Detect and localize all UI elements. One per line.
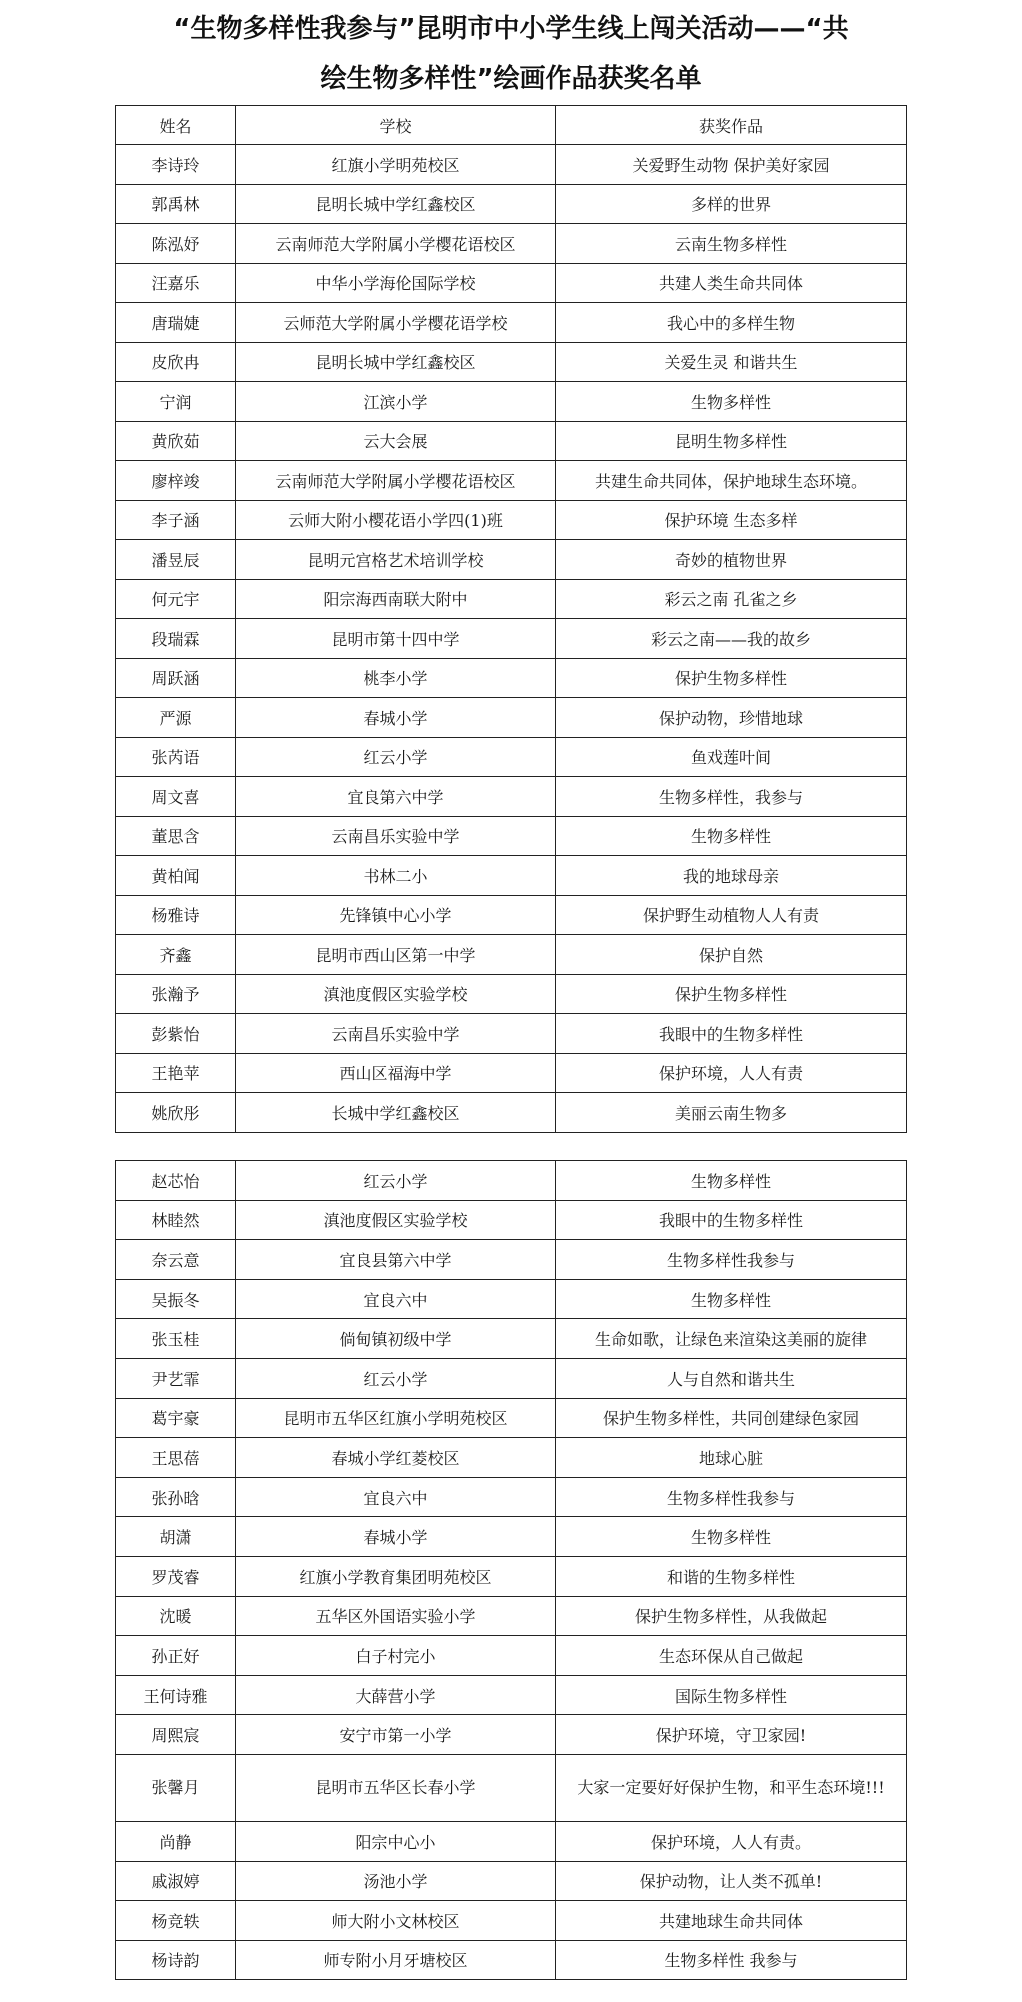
table-row (116, 1754, 907, 1821)
header-name: 姓名 (116, 106, 236, 145)
cell-school: 宜良六中 (236, 1477, 556, 1517)
table-row (116, 1940, 907, 1980)
cell-school: 昆明市第十四中学 (236, 619, 556, 659)
cell-school: 昆明市五华区长春小学 (236, 1754, 556, 1821)
cell-name: 杨诗韵 (116, 1940, 236, 1980)
cell-work: 生物多样性 (556, 382, 907, 422)
cell-work: 我的地球母亲 (556, 856, 907, 896)
cell-work: 生物多样性我参与 (556, 1477, 907, 1517)
table-row (116, 1240, 907, 1280)
table-row (116, 1861, 907, 1901)
table-row (116, 1093, 907, 1133)
cell-school: 昆明长城中学红鑫校区 (236, 342, 556, 382)
cell-school: 白子村完小 (236, 1636, 556, 1676)
cell-school: 云南昌乐实验中学 (236, 816, 556, 856)
cell-name: 林睦然 (116, 1200, 236, 1240)
cell-name: 汪嘉乐 (116, 263, 236, 303)
cell-name: 沈暖 (116, 1596, 236, 1636)
cell-name: 戚淑婷 (116, 1861, 236, 1901)
cell-name: 张玉桂 (116, 1319, 236, 1359)
table-row (116, 777, 907, 817)
cell-work: 我眼中的生物多样性 (556, 1200, 907, 1240)
cell-work: 地球心脏 (556, 1438, 907, 1478)
cell-school: 红旗小学明苑校区 (236, 145, 556, 185)
cell-work: 生物多样性，我参与 (556, 777, 907, 817)
cell-school: 红云小学 (236, 737, 556, 777)
cell-school: 师专附小月牙塘校区 (236, 1940, 556, 1980)
cell-name: 李子涵 (116, 500, 236, 540)
cell-name: 孙正好 (116, 1636, 236, 1676)
cell-school: 大薛营小学 (236, 1675, 556, 1715)
cell-school: 宜良六中 (236, 1279, 556, 1319)
cell-work: 彩云之南——我的故乡 (556, 619, 907, 659)
cell-work: 生物多样性 (556, 1517, 907, 1557)
table-row (116, 816, 907, 856)
cell-work: 保护生物多样性 (556, 974, 907, 1014)
cell-work: 国际生物多样性 (556, 1675, 907, 1715)
cell-work: 共建人类生命共同体 (556, 263, 907, 303)
table-row (116, 145, 907, 185)
cell-work: 昆明生物多样性 (556, 421, 907, 461)
cell-name: 葛宇豪 (116, 1398, 236, 1438)
cell-name: 陈泓妤 (116, 224, 236, 264)
header-work: 获奖作品 (556, 106, 907, 145)
table-row (116, 1319, 907, 1359)
cell-school: 安宁市第一小学 (236, 1715, 556, 1755)
cell-work: 保护环境，人人有责。 (556, 1821, 907, 1861)
cell-school: 书林二小 (236, 856, 556, 896)
cell-name: 黄欣茹 (116, 421, 236, 461)
table-row (116, 1279, 907, 1319)
table-row (116, 263, 907, 303)
cell-work: 保护环境 生态多样 (556, 500, 907, 540)
cell-name: 王何诗雅 (116, 1675, 236, 1715)
table-row (116, 421, 907, 461)
cell-school: 长城中学红鑫校区 (236, 1093, 556, 1133)
cell-name: 杨雅诗 (116, 895, 236, 935)
table-row (116, 1675, 907, 1715)
table-row (116, 1556, 907, 1596)
cell-school: 昆明元宫格艺术培训学校 (236, 540, 556, 580)
cell-work: 保护生物多样性 (556, 658, 907, 698)
table-row (116, 935, 907, 975)
cell-name: 胡潇 (116, 1517, 236, 1557)
cell-work: 我眼中的生物多样性 (556, 1014, 907, 1054)
document-title-line-2: 绘生物多样性”绘画作品获奖名单 (320, 64, 702, 94)
table-row (116, 737, 907, 777)
cell-work: 和谐的生物多样性 (556, 1556, 907, 1596)
table-row (116, 1161, 907, 1201)
table-row (116, 1438, 907, 1478)
cell-work: 保护动物，让人类不孤单! (556, 1861, 907, 1901)
cell-work: 共建生命共同体，保护地球生态环境。 (556, 461, 907, 501)
cell-name: 李诗玲 (116, 145, 236, 185)
cell-work: 保护生物多样性，从我做起 (556, 1596, 907, 1636)
table-row (116, 895, 907, 935)
cell-work: 奇妙的植物世界 (556, 540, 907, 580)
cell-work: 保护动物，珍惜地球 (556, 698, 907, 738)
cell-name: 张瀚予 (116, 974, 236, 1014)
cell-school: 春城小学 (236, 1517, 556, 1557)
cell-name: 何元宇 (116, 579, 236, 619)
cell-school: 红旗小学教育集团明苑校区 (236, 1556, 556, 1596)
cell-school: 红云小学 (236, 1358, 556, 1398)
table-row (116, 540, 907, 580)
cell-school: 红云小学 (236, 1161, 556, 1201)
cell-name: 张孙晗 (116, 1477, 236, 1517)
cell-work: 生态环保从自己做起 (556, 1636, 907, 1676)
cell-name: 黄柏闻 (116, 856, 236, 896)
cell-work: 我心中的多样生物 (556, 303, 907, 343)
cell-name: 赵芯怡 (116, 1161, 236, 1201)
cell-school: 滇池度假区实验学校 (236, 974, 556, 1014)
table-row (116, 1636, 907, 1676)
cell-school: 云大会展 (236, 421, 556, 461)
table-row (116, 1821, 907, 1861)
cell-school: 宜良县第六中学 (236, 1240, 556, 1280)
cell-name: 张芮语 (116, 737, 236, 777)
cell-name: 尹艺霏 (116, 1358, 236, 1398)
cell-name: 严源 (116, 698, 236, 738)
table-row (116, 1596, 907, 1636)
header-school: 学校 (236, 106, 556, 145)
cell-name: 周文喜 (116, 777, 236, 817)
cell-name: 皮欣冉 (116, 342, 236, 382)
table-row (116, 382, 907, 422)
cell-work: 美丽云南生物多 (556, 1093, 907, 1133)
cell-school: 五华区外国语实验小学 (236, 1596, 556, 1636)
cell-work: 生物多样性 我参与 (556, 1940, 907, 1980)
table-row (116, 1358, 907, 1398)
cell-name: 姚欣彤 (116, 1093, 236, 1133)
cell-name: 唐瑞婕 (116, 303, 236, 343)
cell-school: 倘甸镇初级中学 (236, 1319, 556, 1359)
cell-work: 关爱生灵 和谐共生 (556, 342, 907, 382)
table-row (116, 619, 907, 659)
table-row (116, 342, 907, 382)
cell-name: 宁润 (116, 382, 236, 422)
cell-work: 保护环境，守卫家园! (556, 1715, 907, 1755)
cell-work: 鱼戏莲叶间 (556, 737, 907, 777)
table-row (116, 974, 907, 1014)
document-title-line-1: “生物多样性我参与”昆明市中小学生线上闯关活动——“共 (173, 14, 849, 44)
cell-work: 多样的世界 (556, 184, 907, 224)
cell-work: 云南生物多样性 (556, 224, 907, 264)
cell-school: 云师大附小樱花语小学四(1)班 (236, 500, 556, 540)
table-row (116, 1398, 907, 1438)
cell-name: 尚静 (116, 1821, 236, 1861)
table-header-row (116, 106, 907, 145)
cell-work: 人与自然和谐共生 (556, 1358, 907, 1398)
cell-name: 罗茂睿 (116, 1556, 236, 1596)
cell-name: 周跃涵 (116, 658, 236, 698)
cell-school: 汤池小学 (236, 1861, 556, 1901)
cell-name: 郭禹林 (116, 184, 236, 224)
cell-name: 王艳苹 (116, 1053, 236, 1093)
table-row (116, 303, 907, 343)
cell-work: 生物多样性 (556, 816, 907, 856)
table-row (116, 500, 907, 540)
cell-school: 宜良第六中学 (236, 777, 556, 817)
cell-work: 生物多样性 (556, 1279, 907, 1319)
table-row (116, 1200, 907, 1240)
cell-school: 桃李小学 (236, 658, 556, 698)
cell-work: 生物多样性我参与 (556, 1240, 907, 1280)
cell-work: 关爱野生动物 保护美好家园 (556, 145, 907, 185)
table-row (116, 1517, 907, 1557)
award-table-part-2 (115, 1160, 907, 1980)
table-row (116, 224, 907, 264)
cell-work: 保护野生动植物人人有责 (556, 895, 907, 935)
table-row (116, 1053, 907, 1093)
cell-name: 齐鑫 (116, 935, 236, 975)
cell-school: 西山区福海中学 (236, 1053, 556, 1093)
cell-school: 昆明市西山区第一中学 (236, 935, 556, 975)
cell-name: 周熙宸 (116, 1715, 236, 1755)
cell-work: 共建地球生命共同体 (556, 1901, 907, 1941)
cell-work: 生命如歌，让绿色来渲染这美丽的旋律 (556, 1319, 907, 1359)
cell-school: 先锋镇中心小学 (236, 895, 556, 935)
cell-name: 奈云意 (116, 1240, 236, 1280)
table-row (116, 698, 907, 738)
table-row (116, 579, 907, 619)
cell-name: 彭紫怡 (116, 1014, 236, 1054)
cell-school: 云南师范大学附属小学樱花语校区 (236, 461, 556, 501)
table-row (116, 856, 907, 896)
cell-work: 保护环境，人人有责 (556, 1053, 907, 1093)
cell-school: 阳宗中心小 (236, 1821, 556, 1861)
table-row (116, 1477, 907, 1517)
table-row (116, 658, 907, 698)
cell-school: 春城小学 (236, 698, 556, 738)
cell-name: 吴振冬 (116, 1279, 236, 1319)
table-row (116, 461, 907, 501)
cell-name: 杨竞轶 (116, 1901, 236, 1941)
cell-name: 廖梓竣 (116, 461, 236, 501)
cell-work: 保护生物多样性，共同创建绿色家园 (556, 1398, 907, 1438)
cell-school: 师大附小文林校区 (236, 1901, 556, 1941)
table-row (116, 1901, 907, 1941)
cell-name: 潘昱辰 (116, 540, 236, 580)
cell-school: 滇池度假区实验学校 (236, 1200, 556, 1240)
cell-work: 彩云之南 孔雀之乡 (556, 579, 907, 619)
cell-school: 中华小学海伦国际学校 (236, 263, 556, 303)
table-row (116, 1014, 907, 1054)
cell-school: 昆明长城中学红鑫校区 (236, 184, 556, 224)
cell-school: 云南昌乐实验中学 (236, 1014, 556, 1054)
cell-school: 阳宗海西南联大附中 (236, 579, 556, 619)
cell-work: 大家一定要好好保护生物，和平生态环境!!! (556, 1754, 907, 1821)
cell-school: 云南师范大学附属小学樱花语校区 (236, 224, 556, 264)
cell-school: 春城小学红菱校区 (236, 1438, 556, 1478)
cell-school: 云师范大学附属小学樱花语学校 (236, 303, 556, 343)
cell-name: 段瑞霖 (116, 619, 236, 659)
table-row (116, 184, 907, 224)
cell-name: 王思蓓 (116, 1438, 236, 1478)
cell-name: 张馨月 (116, 1754, 236, 1821)
cell-school: 昆明市五华区红旗小学明苑校区 (236, 1398, 556, 1438)
table-row (116, 1715, 907, 1755)
cell-work: 保护自然 (556, 935, 907, 975)
cell-work: 生物多样性 (556, 1161, 907, 1201)
cell-school: 江滨小学 (236, 382, 556, 422)
award-table-part-1 (115, 105, 907, 1133)
cell-name: 董思含 (116, 816, 236, 856)
